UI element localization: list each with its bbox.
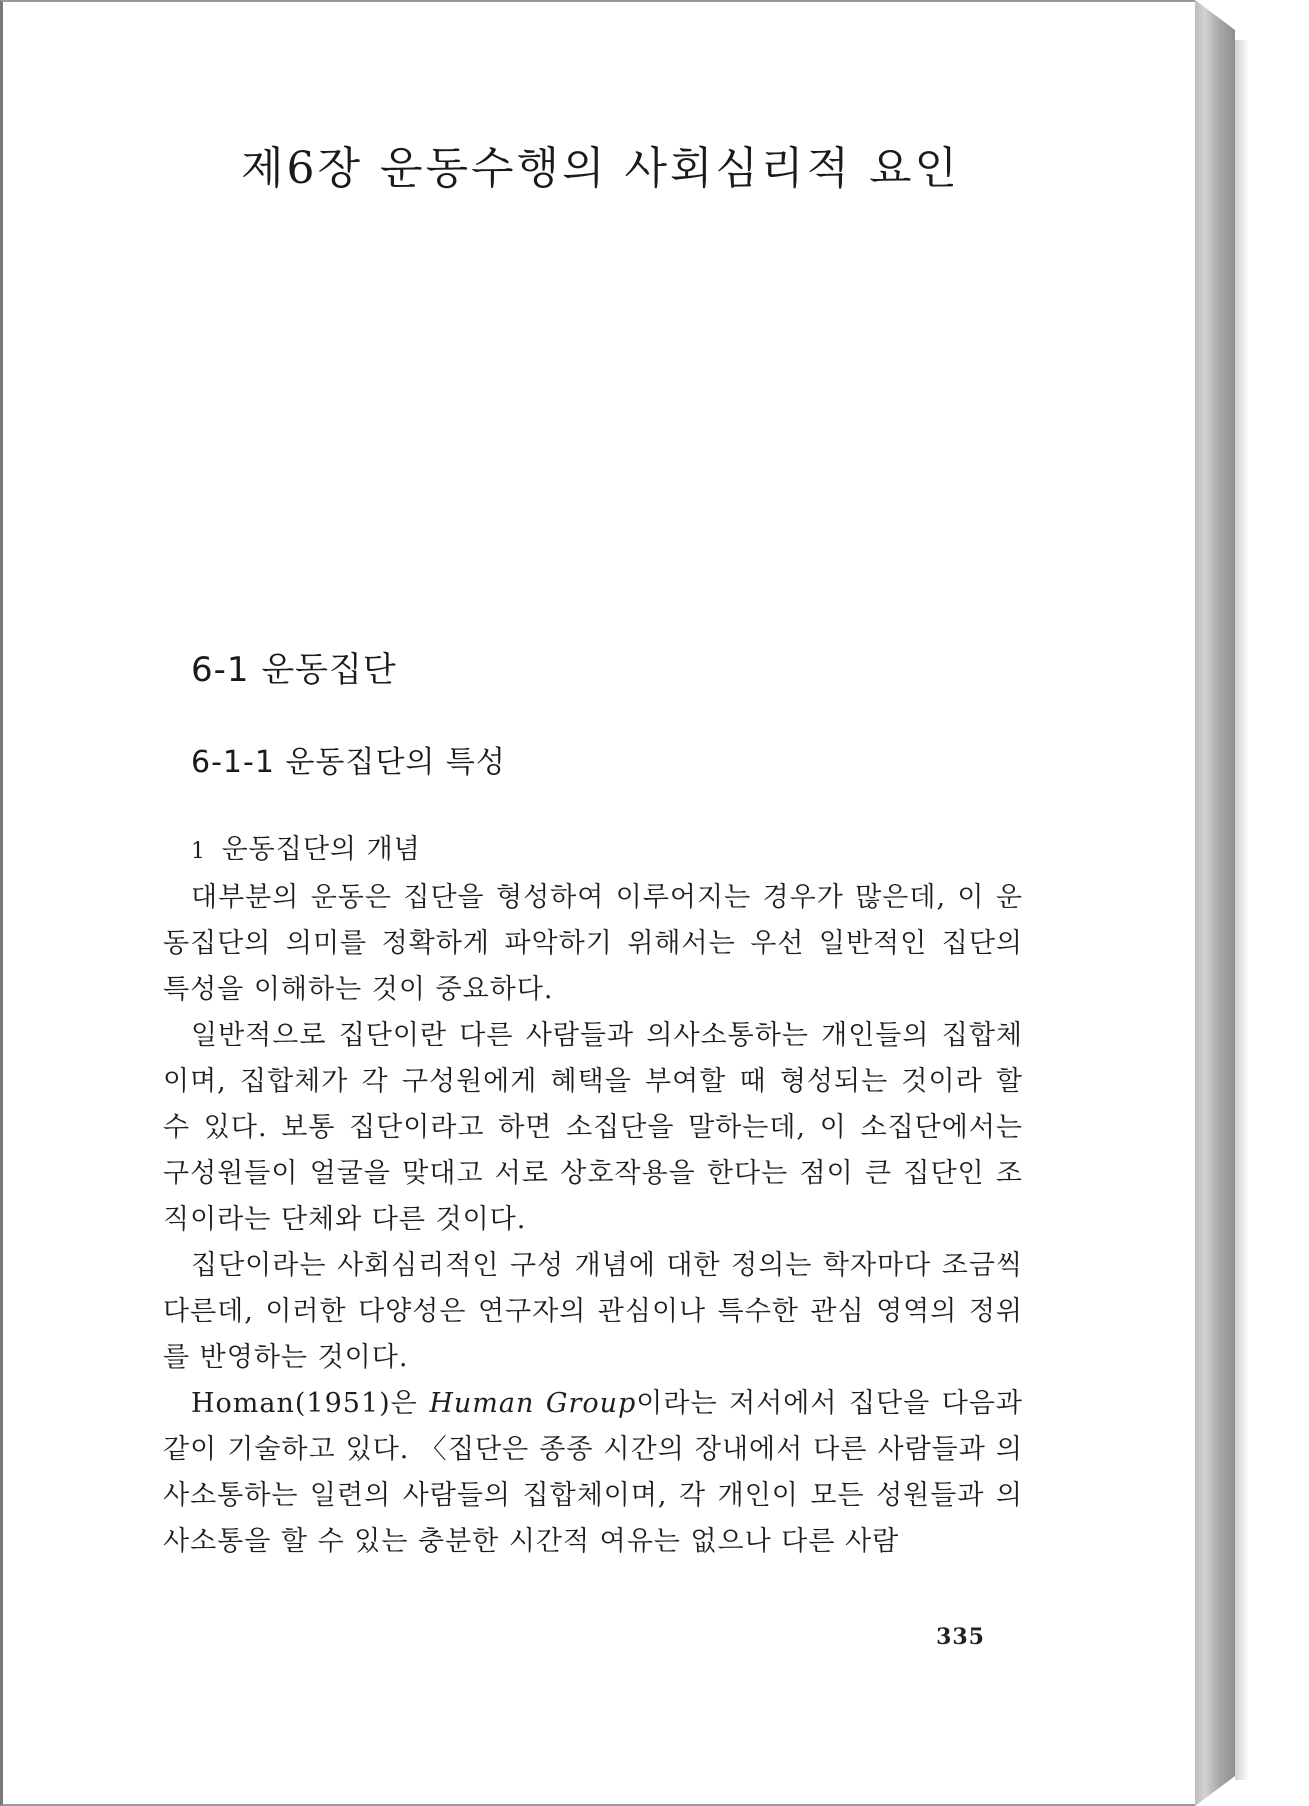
item-label: 운동집단의 개념 <box>221 834 421 865</box>
paragraph-4 <box>163 1381 1023 1565</box>
chapter-title: 제6장 운동수행의 사회심리적 요인 <box>240 143 960 194</box>
paragraph-3: 집단이라는 사회심리적인 구성 개념에 대한 정의는 학자마다 조금씩 다른데, 이러한 다양성은 연구자의 관심이나 특수한 관심 영역의 정위를 반영하는 것이다. <box>163 1250 1023 1373</box>
paragraph-4-text: 이라는 저서에서 집단을 다음과 같이 기술하고 있다. 〈집단은 종종 시간의 장내에서 다른 사람들과 의사소통하는 일련의 사람들의 집합체이며, 각 개인이 모든 성원들과 의사소통을 할 수 있는 충분한 시간적 여유는 없으나 다른 사람 <box>163 1388 1023 1557</box>
page-number: 335 <box>936 1624 985 1650</box>
item-number: 1 <box>191 839 206 864</box>
paragraph-1: 대부분의 운동은 집단을 형성하여 이루어지는 경우가 많은데, 이 운동집단의 의미를 정확하게 파악하기 위해서는 우선 일반적인 집단의 특성을 이해하는 것이 중요하다. <box>163 882 1023 1005</box>
item-heading <box>163 827 1023 875</box>
page-shadow <box>1235 40 1249 1780</box>
section-heading: 6-1 운동집단 <box>191 650 397 690</box>
page-edge-stack <box>1195 0 1235 1806</box>
body-text <box>163 827 1023 1565</box>
paragraph-4-author: Homan(1951)은 <box>191 1388 430 1419</box>
paragraph-2: 일반적으로 집단이란 다른 사람들과 의사소통하는 개인들의 집합체이며, 집합체가 각 구성원에게 혜택을 부여할 때 형성되는 것이라 할 수 있다. 보통 집단이라고 하면 소집단을 말하는데, 이 소집단에서는 구성원들이 얼굴을 맞대고 서로 상호작용을 한다는 점이 큰 집단인 조직이라는 단체와 다른 것이다. <box>163 1020 1023 1235</box>
subsection-heading: 6-1-1 운동집단의 특성 <box>191 745 506 780</box>
book-title-italic: Human Group <box>429 1388 637 1419</box>
